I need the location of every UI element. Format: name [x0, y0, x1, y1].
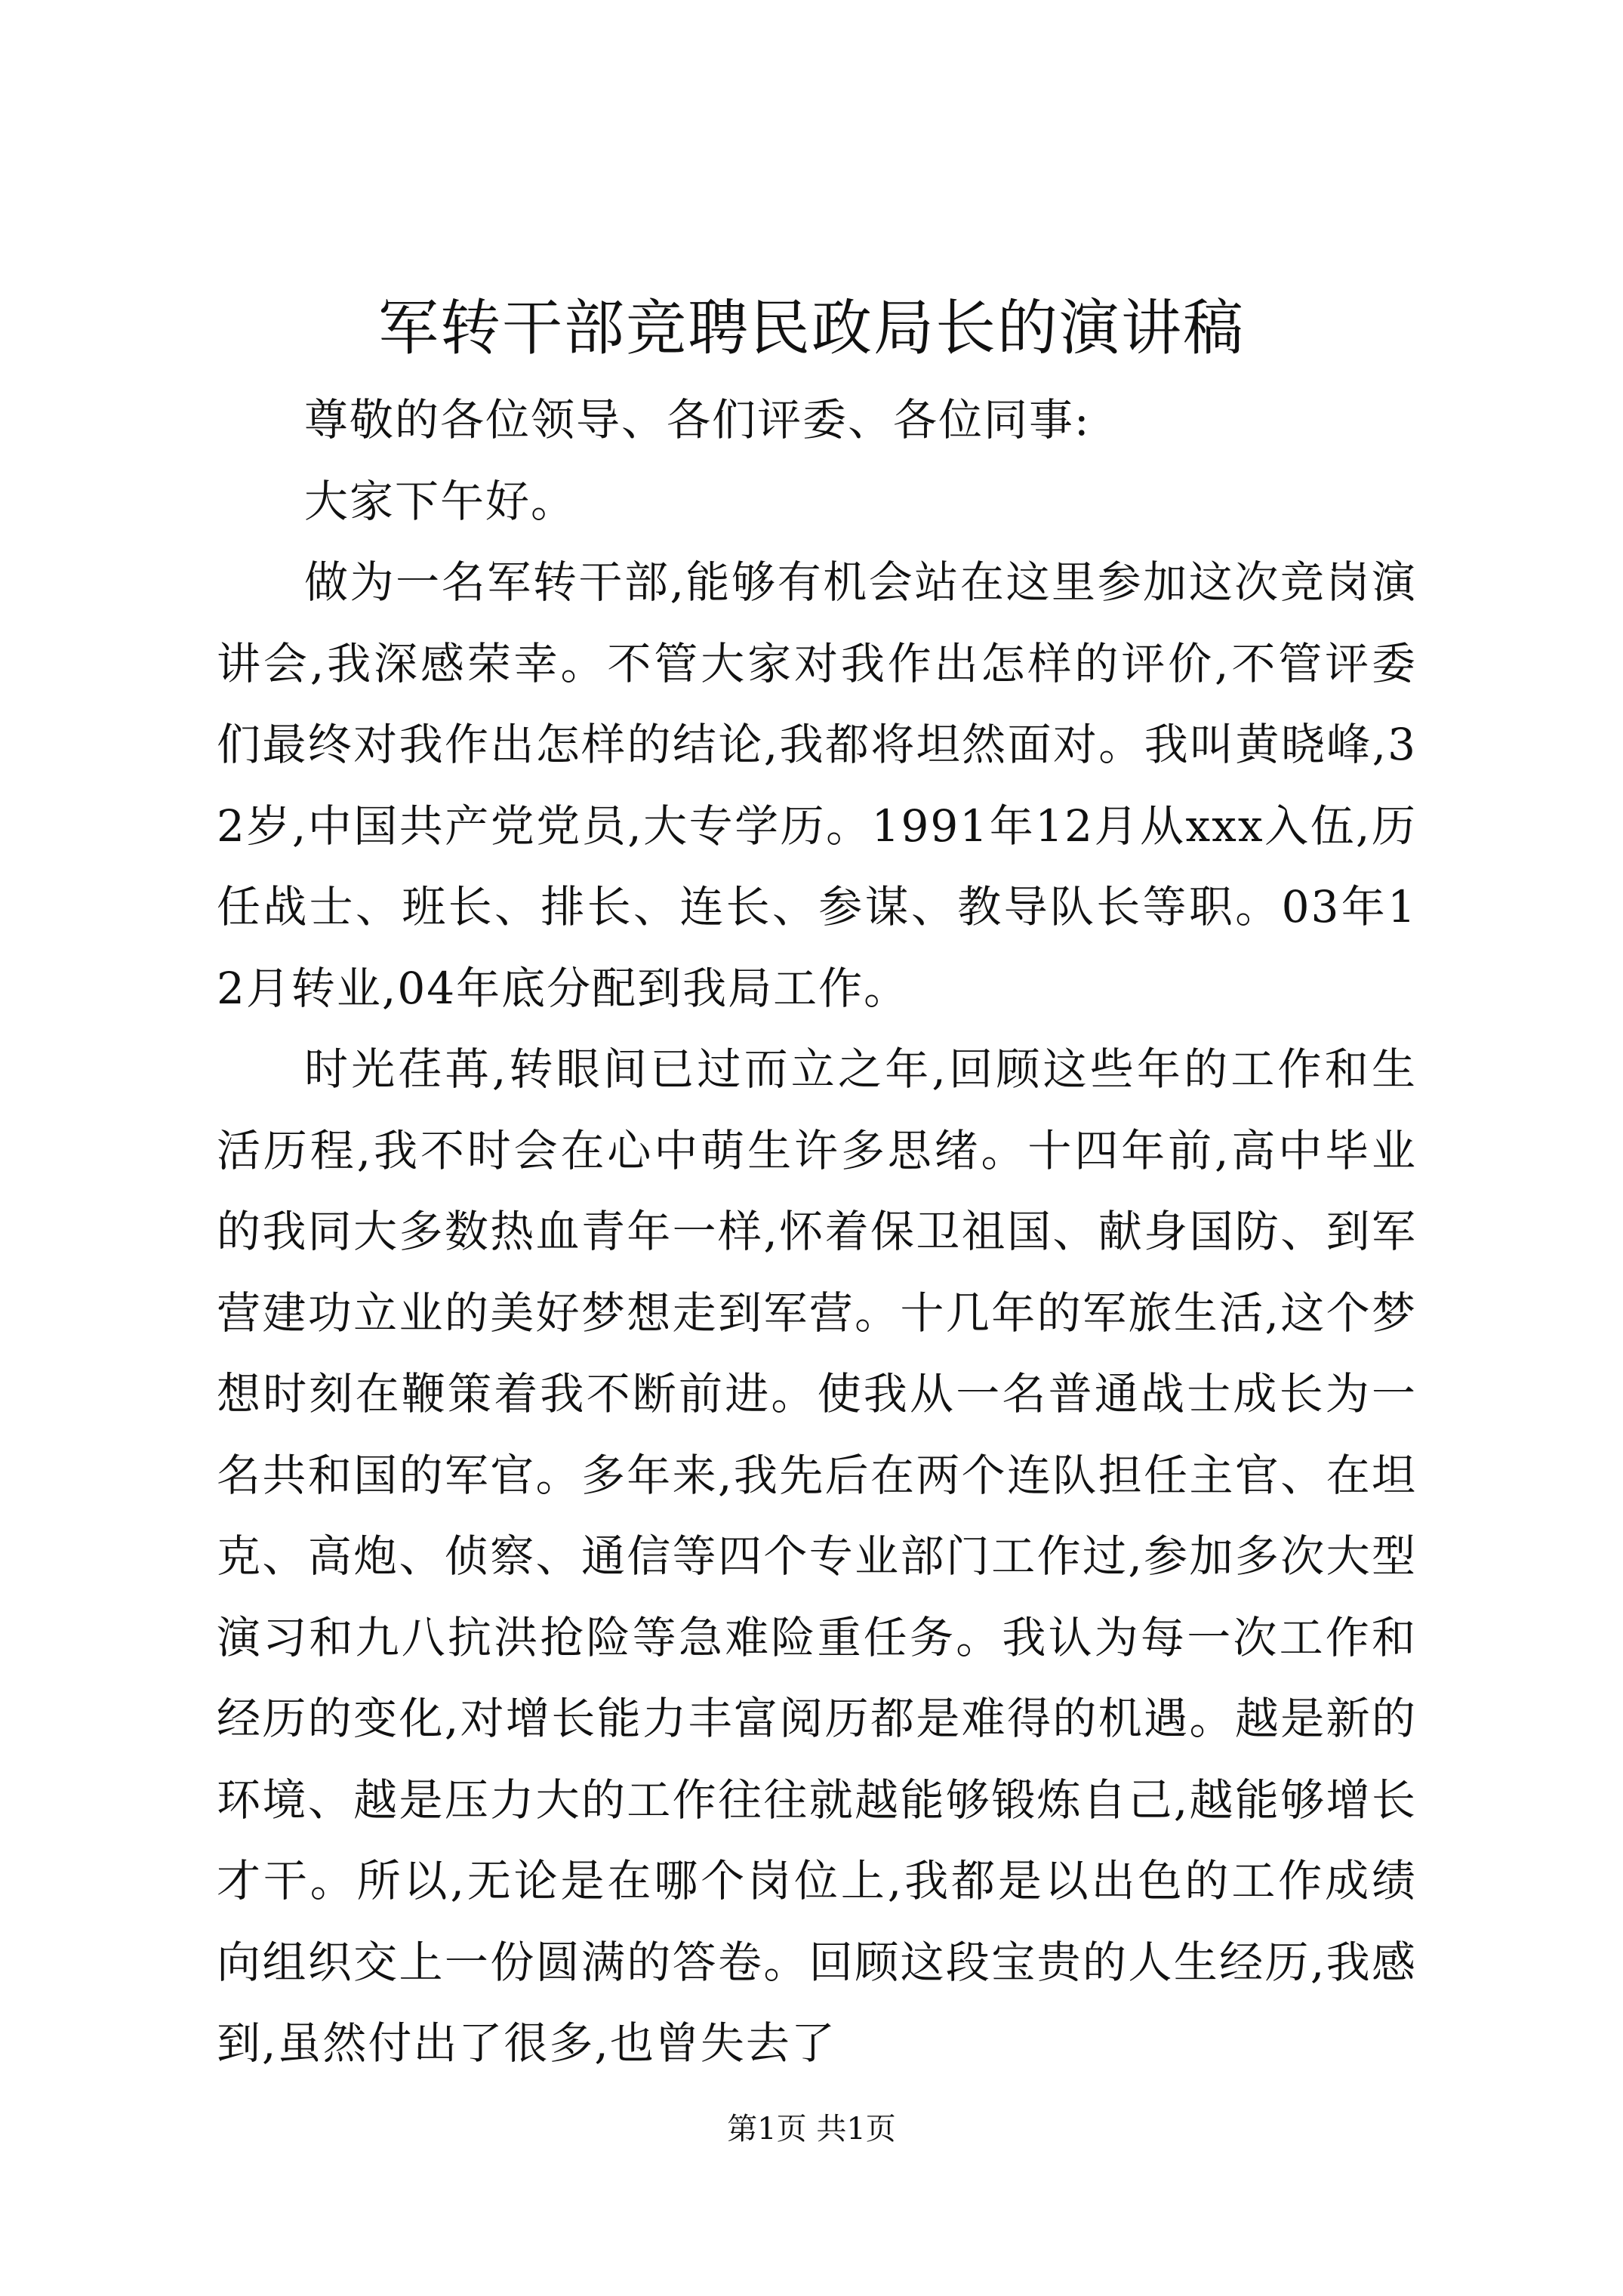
- paragraph-greeting: 大家下午好。: [304, 475, 577, 527]
- paragraph-career-review: 时光荏苒,转眼间已过而立之年,回顾这些年的工作和生活历程,我不时会在心中萌生许多思绪。十四年前,高中毕业的我同大多数热血青年一样,怀着保卫祖国、献身国防、到军营建功立业的美好梦想走到军营。十几年的军旅生活,这个梦想时刻在鞭策着我不断前进。使我从一名普通战士成长为一名共和国的军官。多年来,我先后在两个连队担任主官、在坦克、高炮、侦察、通信等四个专业部门工作过,参加多次大型演习和九八抗洪抢险等急难险重任务。我认为每一次工作和经历的变化,对增长能力丰富阅历都是难得的机遇。越是新的环境、越是压力大的工作往往就越能够锻炼自己,越能够增长才干。所以,无论是在哪个岗位上,我都是以出色的工作成绩向组织交上一份圆满的答卷。回顾这段宝贵的人生经历,我感到,虽然付出了很多,也曾失去了: [217, 1043, 1417, 2069]
- document-title: 军转干部竞聘民政局长的演讲稿: [378, 293, 1245, 363]
- document-body: [217, 380, 1417, 2085]
- paragraph-introduction: 做为一名军转干部,能够有机会站在这里参加这次竞岗演讲会,我深感荣幸。不管大家对我作出怎样的评价,不管评委们最终对我作出怎样的结论,我都将坦然面对。我叫黄晓峰,32岁,中国共产党党员,大专学历。1991年12月从xxx入伍,历任战士、班长、排长、连长、参谋、教导队长等职。03年12月转业,04年底分配到我局工作。: [217, 556, 1417, 1014]
- paragraph-salutation: 尊敬的各位领导、各们评委、各位同事:: [304, 394, 1091, 445]
- page-number-footer: 第1页 共1页: [727, 2112, 896, 2147]
